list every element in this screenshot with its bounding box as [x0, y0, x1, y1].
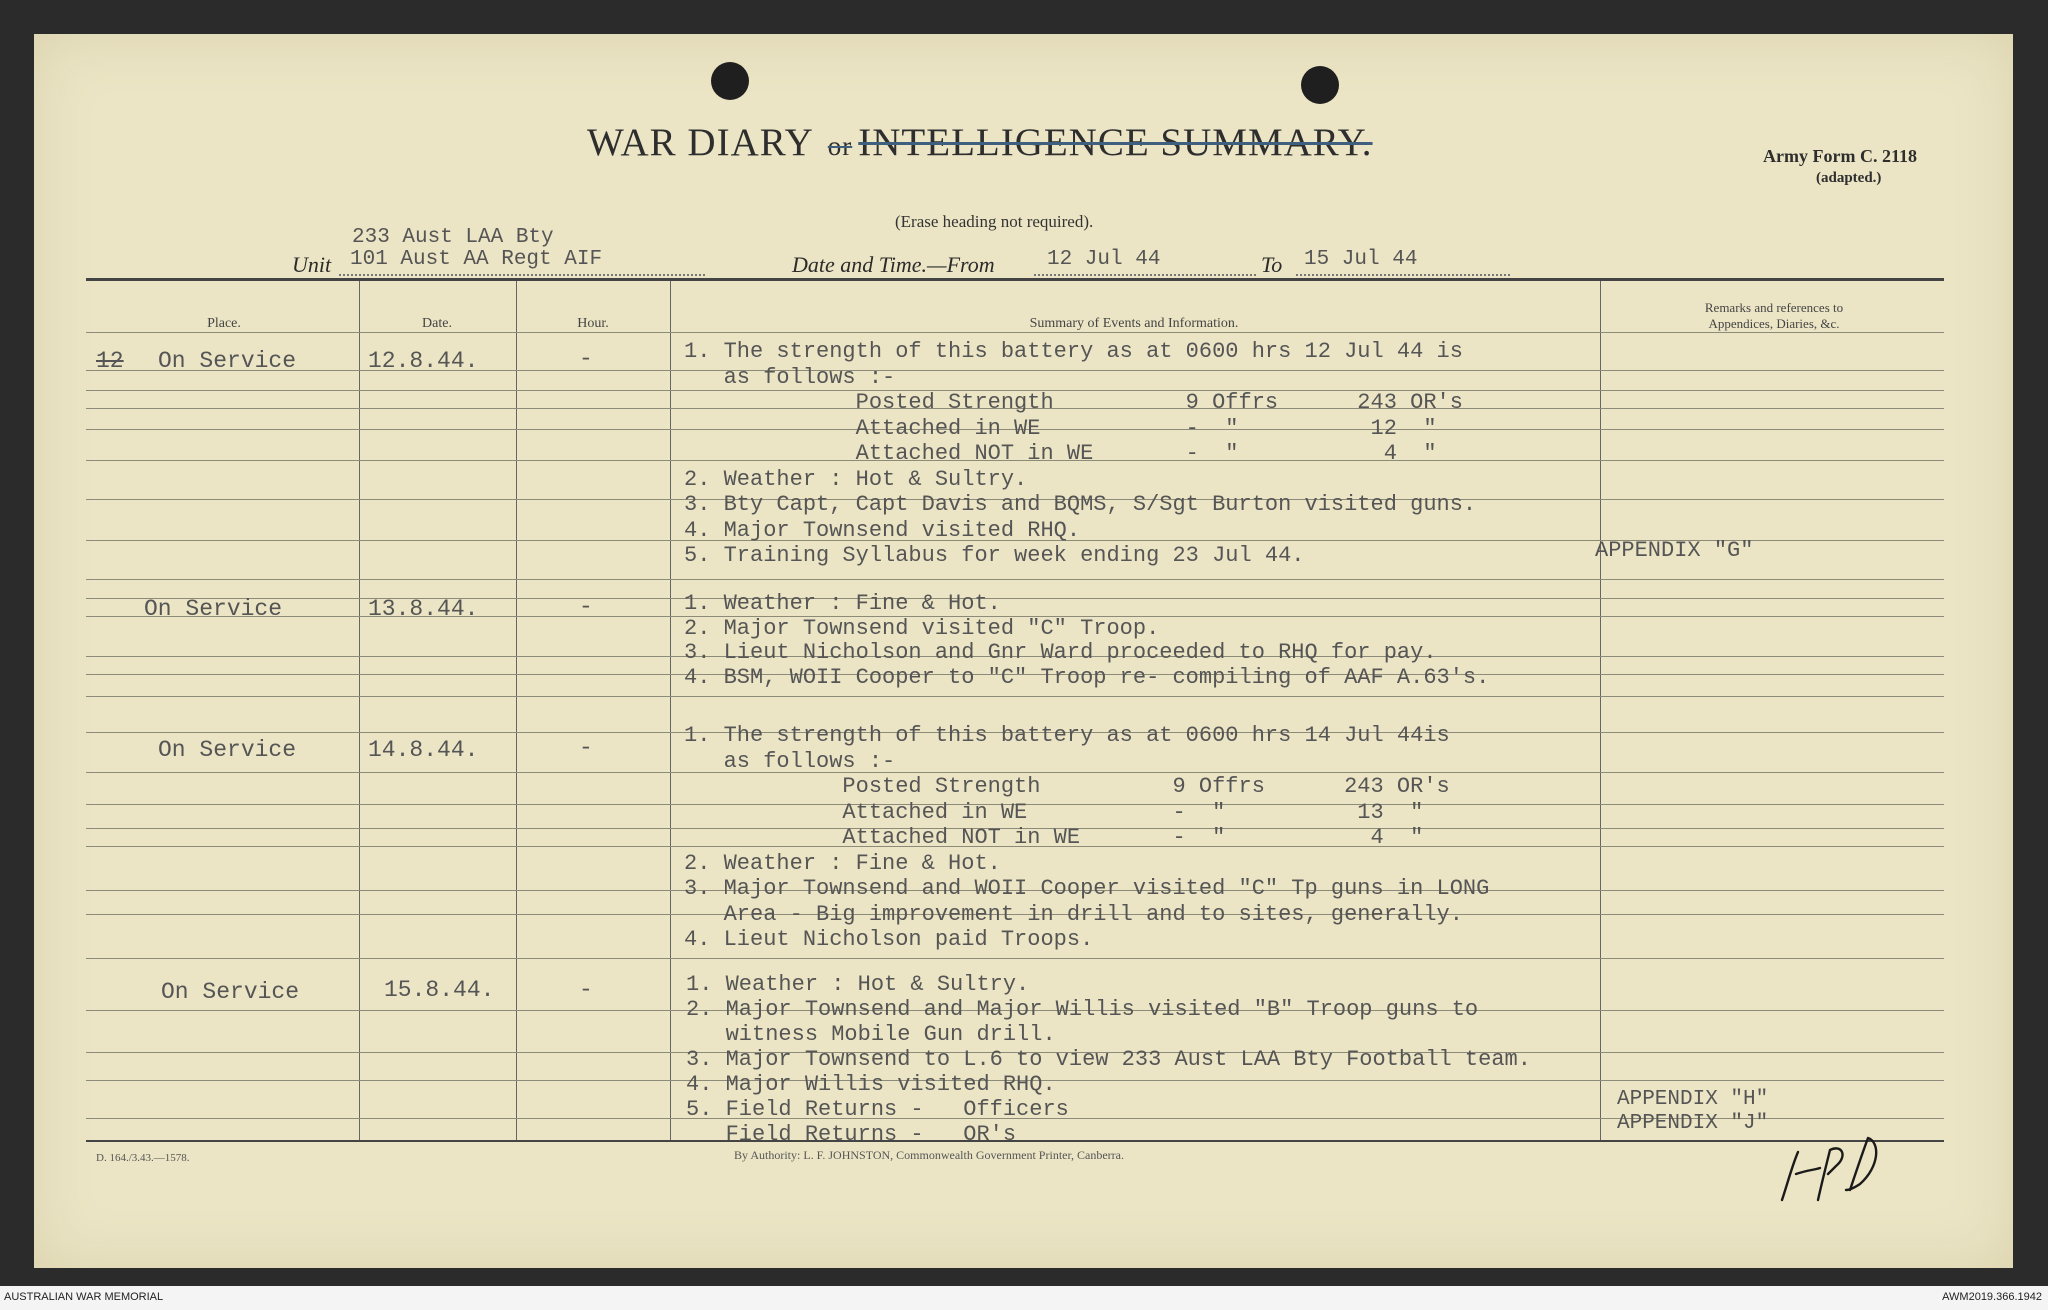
handwritten-initials: [1774, 1130, 1894, 1210]
summary-line: 1. Weather : Fine & Hot.: [684, 591, 1001, 616]
summary-line: 4. Major Willis visited RHQ.: [686, 1072, 1056, 1097]
date-from-dotted-line: [1034, 274, 1256, 276]
column-head-date: Date.: [422, 316, 452, 331]
summary-line: 1. Weather : Hot & Sultry.: [686, 972, 1030, 997]
summary-line: 3. Bty Capt, Capt Davis and BQMS, S/Sgt Burton visited guns.: [684, 492, 1477, 517]
column-divider: [670, 281, 671, 1140]
hour-entry-3: -: [579, 735, 593, 761]
column-head-summary: Summary of Events and Information.: [1029, 316, 1239, 331]
summary-line: as follows :-: [684, 748, 896, 774]
summary-line: 4. Major Townsend visited RHQ.: [684, 517, 1081, 543]
title-war-diary: WAR DIARY: [587, 121, 814, 164]
unit-dotted-line: [339, 274, 705, 276]
unit-regiment: 101 Aust AA Regt AIF: [350, 248, 603, 271]
unit-battery: 233 Aust LAA Bty: [352, 226, 554, 249]
title-struck-intelligence-summary: INTELLIGENCE SUMMARY.: [858, 121, 1373, 164]
archive-strip: [0, 1286, 2048, 1310]
remark-appendix-j: APPENDIX "J": [1617, 1112, 1769, 1135]
form-print-code: D. 164./3.43.—1578.: [96, 1152, 190, 1164]
archive-name: AUSTRALIAN WAR MEMORIAL: [4, 1291, 164, 1303]
column-divider: [1600, 281, 1601, 1140]
date-from: 12 Jul 44: [1047, 248, 1161, 271]
erase-note: (Erase heading not required).: [895, 212, 1094, 231]
archive-reference: AWM2019.366.1942: [1942, 1291, 2042, 1303]
date-entry-2: 13.8.44.: [368, 596, 479, 622]
summary-line: Attached in WE - " 12 ": [684, 415, 1437, 441]
summary-line: 3. Major Townsend and WOII Cooper visited "C" Tp guns in LONG: [684, 876, 1490, 901]
date-entry-3: 14.8.44.: [368, 737, 479, 763]
column-head-place: Place.: [207, 316, 241, 331]
place-struck-number: 12: [96, 348, 124, 374]
unit-label: Unit: [292, 252, 332, 277]
summary-line: 2. Weather : Hot & Sultry.: [684, 466, 1028, 492]
hour-entry-2: -: [579, 594, 593, 620]
summary-line: 2. Major Townsend and Major Willis visited "B" Troop guns to: [686, 997, 1479, 1022]
place-entry-1: On Service: [158, 348, 297, 374]
place-entry-3: On Service: [158, 737, 297, 763]
summary-line: witness Mobile Gun drill.: [686, 1022, 1056, 1047]
punch-hole: [711, 62, 749, 100]
summary-line: 3. Lieut Nicholson and Gnr Ward proceeded to RHQ for pay.: [684, 640, 1437, 665]
column-head-remarks-2: Appendices, Diaries, &c.: [1708, 316, 1840, 331]
summary-line: 5. Field Returns - Officers: [686, 1097, 1069, 1122]
summary-line: Posted Strength 9 Offrs 243 OR's: [684, 774, 1450, 799]
summary-line: 2. Major Townsend visited "C" Troop.: [684, 615, 1160, 641]
column-head-remarks: Remarks and references to: [1704, 300, 1844, 315]
ruled-line: [86, 958, 1944, 959]
ruled-line: [86, 332, 1944, 333]
summary-line: 1. The strength of this battery as at 0600 hrs 12 Jul 44 is: [684, 339, 1463, 364]
summary-line: Attached NOT in WE - " 4 ": [684, 441, 1437, 466]
summary-line: 5. Training Syllabus for week ending 23 Jul 44.: [684, 543, 1305, 568]
summary-line: Area - Big improvement in drill and to sites, generally.: [684, 901, 1463, 927]
summary-line: Attached NOT in WE - " 4 ": [684, 825, 1424, 850]
punch-hole: [1301, 66, 1339, 104]
summary-line: Field Returns - OR's: [686, 1122, 1017, 1147]
summary-line: 4. Lieut Nicholson paid Troops.: [684, 927, 1094, 952]
date-entry-4: 15.8.44.: [384, 977, 495, 1003]
summary-line: 4. BSM, WOII Cooper to "C" Troop re- compiling of AAF A.63's.: [684, 664, 1490, 690]
remark-appendix-h: APPENDIX "H": [1617, 1088, 1769, 1111]
title-or: or: [827, 131, 853, 161]
army-form-number: Army Form C. 2118: [1763, 146, 1917, 166]
column-head-hour: Hour.: [577, 316, 609, 331]
column-divider: [516, 281, 517, 1140]
date-to-dotted-line: [1296, 274, 1510, 276]
summary-entry-2: [684, 592, 1489, 690]
to-label: To: [1261, 252, 1283, 277]
summary-line: 2. Weather : Fine & Hot.: [684, 850, 1001, 876]
date-to: 15 Jul 44: [1304, 248, 1418, 271]
hour-entry-1: -: [579, 346, 593, 372]
hour-entry-4: -: [579, 977, 593, 1003]
date-label: Date and Time.—From: [792, 252, 995, 277]
ruled-line: [86, 696, 1944, 697]
summary-line: Attached in WE - " 13 ": [684, 799, 1424, 825]
date-entry-1: 12.8.44.: [368, 348, 479, 374]
table-top-rule: [86, 278, 1944, 281]
war-diary-page: [34, 34, 2013, 1268]
printer-authority: By Authority: L. F. JOHNSTON, Commonwealth Government Printer, Canberra.: [734, 1148, 1124, 1162]
summary-entry-3: [684, 723, 1489, 953]
place-entry-2: On Service: [144, 596, 283, 622]
summary-line: 1. The strength of this battery as at 0600 hrs 14 Jul 44is: [684, 723, 1450, 748]
summary-entry-4: [686, 972, 1531, 1147]
column-divider: [359, 281, 360, 1140]
army-form-adapted: (adapted.): [1816, 170, 1882, 186]
ruled-line: [86, 579, 1944, 580]
place-entry-4: On Service: [161, 979, 300, 1005]
summary-line: 3. Major Townsend to L.6 to view 233 Aust LAA Bty Football team.: [686, 1047, 1531, 1072]
remark-appendix-g: APPENDIX "G": [1595, 538, 1754, 563]
summary-line: Posted Strength 9 Offrs 243 OR's: [684, 390, 1463, 415]
summary-entry-1: [684, 339, 1476, 569]
page-title: [587, 120, 1373, 165]
summary-line: as follows :-: [684, 364, 896, 390]
